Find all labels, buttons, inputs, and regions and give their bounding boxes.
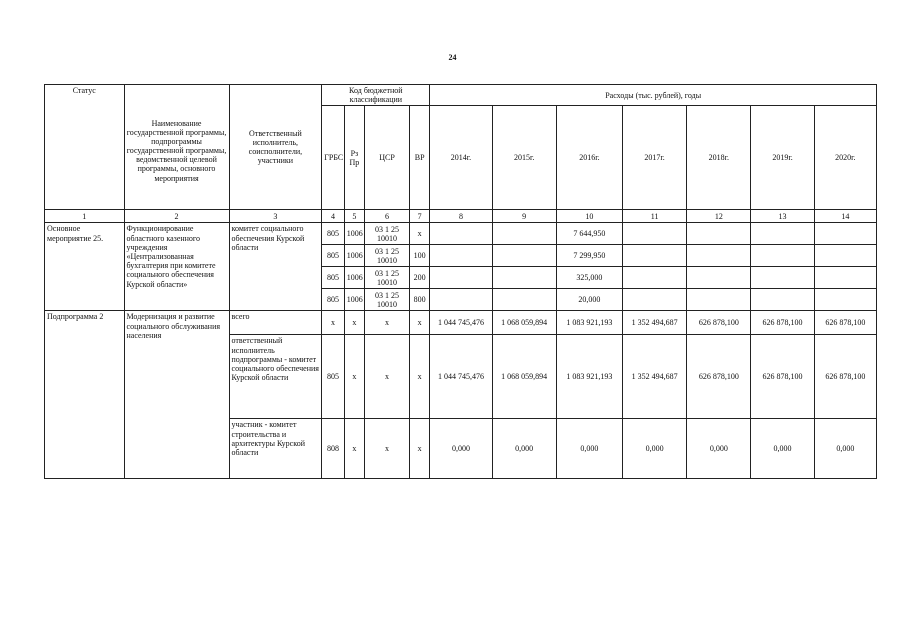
row-program-name: Модернизация и развитие социального обслуживания населения bbox=[124, 311, 229, 479]
cell-2014 bbox=[430, 223, 492, 245]
cell-2018 bbox=[687, 245, 751, 267]
cell-2018: 0,000 bbox=[687, 419, 751, 479]
cell-vr: х bbox=[409, 311, 429, 335]
cell-2017: 1 352 494,687 bbox=[623, 335, 687, 419]
cell-grbs: 805 bbox=[322, 335, 344, 419]
column-number: 14 bbox=[814, 210, 876, 223]
column-number: 1 bbox=[45, 210, 125, 223]
cell-2014 bbox=[430, 289, 492, 311]
cell-rzpr: х bbox=[344, 335, 364, 419]
cell-2019 bbox=[751, 267, 814, 289]
cell-grbs: 808 bbox=[322, 419, 344, 479]
cell-2018: 626 878,100 bbox=[687, 335, 751, 419]
cell-2019: 626 878,100 bbox=[751, 335, 814, 419]
row-program-name: Функционирование областного казенного учреждения «Централизованная бухгалтерия при комитете социального обеспечения Курской области» bbox=[124, 223, 229, 311]
header-executor: Ответственный исполнитель, соисполнители, участники bbox=[229, 85, 322, 210]
cell-2015 bbox=[492, 289, 556, 311]
header-year: 2020г. bbox=[814, 106, 876, 210]
column-number: 7 bbox=[409, 210, 429, 223]
cell-2016: 325,000 bbox=[556, 267, 622, 289]
column-number: 12 bbox=[687, 210, 751, 223]
cell-csr: х bbox=[365, 419, 410, 479]
header-year: 2018г. bbox=[687, 106, 751, 210]
cell-rzpr: 1006 bbox=[344, 245, 364, 267]
cell-2020: 626 878,100 bbox=[814, 335, 876, 419]
cell-2015: 1 068 059,894 bbox=[492, 335, 556, 419]
cell-vr: 200 bbox=[409, 267, 429, 289]
cell-grbs: х bbox=[322, 311, 344, 335]
row-executor: комитет социального обеспечения Курской области bbox=[229, 223, 322, 311]
cell-2019: 626 878,100 bbox=[751, 311, 814, 335]
column-number-row bbox=[45, 210, 877, 223]
cell-2014: 0,000 bbox=[430, 419, 492, 479]
cell-2014 bbox=[430, 267, 492, 289]
column-number: 3 bbox=[229, 210, 322, 223]
header-vr: ВР bbox=[409, 106, 429, 210]
cell-rzpr: х bbox=[344, 311, 364, 335]
row-executor: ответственный исполнитель подпрограммы - комитет социального обеспечения Курской области bbox=[229, 335, 322, 419]
header-year: 2019г. bbox=[751, 106, 814, 210]
cell-2017: 1 352 494,687 bbox=[623, 311, 687, 335]
cell-2016: 7 299,950 bbox=[556, 245, 622, 267]
cell-csr: 03 1 25 10010 bbox=[365, 245, 410, 267]
column-number: 6 bbox=[365, 210, 410, 223]
cell-2020 bbox=[814, 245, 876, 267]
cell-2016: 1 083 921,193 bbox=[556, 311, 622, 335]
row-status: Основное мероприятие 25. bbox=[45, 223, 125, 311]
cell-grbs: 805 bbox=[322, 245, 344, 267]
cell-2019: 0,000 bbox=[751, 419, 814, 479]
cell-2015 bbox=[492, 223, 556, 245]
column-number: 2 bbox=[124, 210, 229, 223]
row-executor: участник - комитет строительства и архитектуры Курской области bbox=[229, 419, 322, 479]
header-csr: ЦСР bbox=[365, 106, 410, 210]
header-rzpr: Рз Пр bbox=[344, 106, 364, 210]
cell-2016: 7 644,950 bbox=[556, 223, 622, 245]
column-number: 10 bbox=[556, 210, 622, 223]
cell-2017 bbox=[623, 223, 687, 245]
cell-2016: 1 083 921,193 bbox=[556, 335, 622, 419]
cell-2017 bbox=[623, 267, 687, 289]
header-year: 2017г. bbox=[623, 106, 687, 210]
cell-2017 bbox=[623, 289, 687, 311]
budget-table bbox=[44, 84, 877, 479]
cell-2020 bbox=[814, 267, 876, 289]
cell-2014: 1 044 745,476 bbox=[430, 311, 492, 335]
row-status: Подпрограмма 2 bbox=[45, 311, 125, 479]
cell-2014 bbox=[430, 245, 492, 267]
table-row bbox=[45, 223, 877, 245]
header-grbs: ГРБС bbox=[322, 106, 344, 210]
header-year: 2014г. bbox=[430, 106, 492, 210]
cell-2015: 0,000 bbox=[492, 419, 556, 479]
cell-2020: 0,000 bbox=[814, 419, 876, 479]
cell-csr: 03 1 25 10010 bbox=[365, 223, 410, 245]
column-number: 4 bbox=[322, 210, 344, 223]
cell-2014: 1 044 745,476 bbox=[430, 335, 492, 419]
header-program-name: Наименование государственной программы, подпрограммы государственной программы, ведомственной целевой программы, основного мероприятия bbox=[124, 85, 229, 210]
cell-2019 bbox=[751, 245, 814, 267]
cell-rzpr: 1006 bbox=[344, 267, 364, 289]
cell-2017 bbox=[623, 245, 687, 267]
cell-vr: 100 bbox=[409, 245, 429, 267]
cell-rzpr: 1006 bbox=[344, 223, 364, 245]
column-number: 11 bbox=[623, 210, 687, 223]
cell-2015: 1 068 059,894 bbox=[492, 311, 556, 335]
cell-2018 bbox=[687, 289, 751, 311]
cell-rzpr: 1006 bbox=[344, 289, 364, 311]
column-number: 5 bbox=[344, 210, 364, 223]
cell-csr: х bbox=[365, 335, 410, 419]
cell-csr: 03 1 25 10010 bbox=[365, 289, 410, 311]
cell-2018: 626 878,100 bbox=[687, 311, 751, 335]
cell-2018 bbox=[687, 223, 751, 245]
cell-2017: 0,000 bbox=[623, 419, 687, 479]
cell-grbs: 805 bbox=[322, 223, 344, 245]
cell-csr: 03 1 25 10010 bbox=[365, 267, 410, 289]
cell-2018 bbox=[687, 267, 751, 289]
row-executor: всего bbox=[229, 311, 322, 335]
cell-2020 bbox=[814, 289, 876, 311]
cell-vr: х bbox=[409, 419, 429, 479]
header-budget-code: Код бюджетной классификации bbox=[322, 85, 430, 106]
cell-2016: 0,000 bbox=[556, 419, 622, 479]
cell-2019 bbox=[751, 223, 814, 245]
header-expenses: Расходы (тыс. рублей), годы bbox=[430, 85, 877, 106]
header-status: Статус bbox=[45, 85, 125, 210]
cell-2019 bbox=[751, 289, 814, 311]
header-year: 2016г. bbox=[556, 106, 622, 210]
cell-csr: х bbox=[365, 311, 410, 335]
cell-2020: 626 878,100 bbox=[814, 311, 876, 335]
column-number: 8 bbox=[430, 210, 492, 223]
cell-2016: 20,000 bbox=[556, 289, 622, 311]
cell-grbs: 805 bbox=[322, 289, 344, 311]
header-row bbox=[45, 85, 877, 106]
page-number: 24 bbox=[448, 53, 457, 62]
column-number: 9 bbox=[492, 210, 556, 223]
header-year: 2015г. bbox=[492, 106, 556, 210]
cell-vr: 800 bbox=[409, 289, 429, 311]
cell-2020 bbox=[814, 223, 876, 245]
cell-rzpr: х bbox=[344, 419, 364, 479]
cell-vr: х bbox=[409, 223, 429, 245]
cell-vr: х bbox=[409, 335, 429, 419]
cell-grbs: 805 bbox=[322, 267, 344, 289]
table-row bbox=[45, 311, 877, 335]
cell-2015 bbox=[492, 245, 556, 267]
column-number: 13 bbox=[751, 210, 814, 223]
cell-2015 bbox=[492, 267, 556, 289]
